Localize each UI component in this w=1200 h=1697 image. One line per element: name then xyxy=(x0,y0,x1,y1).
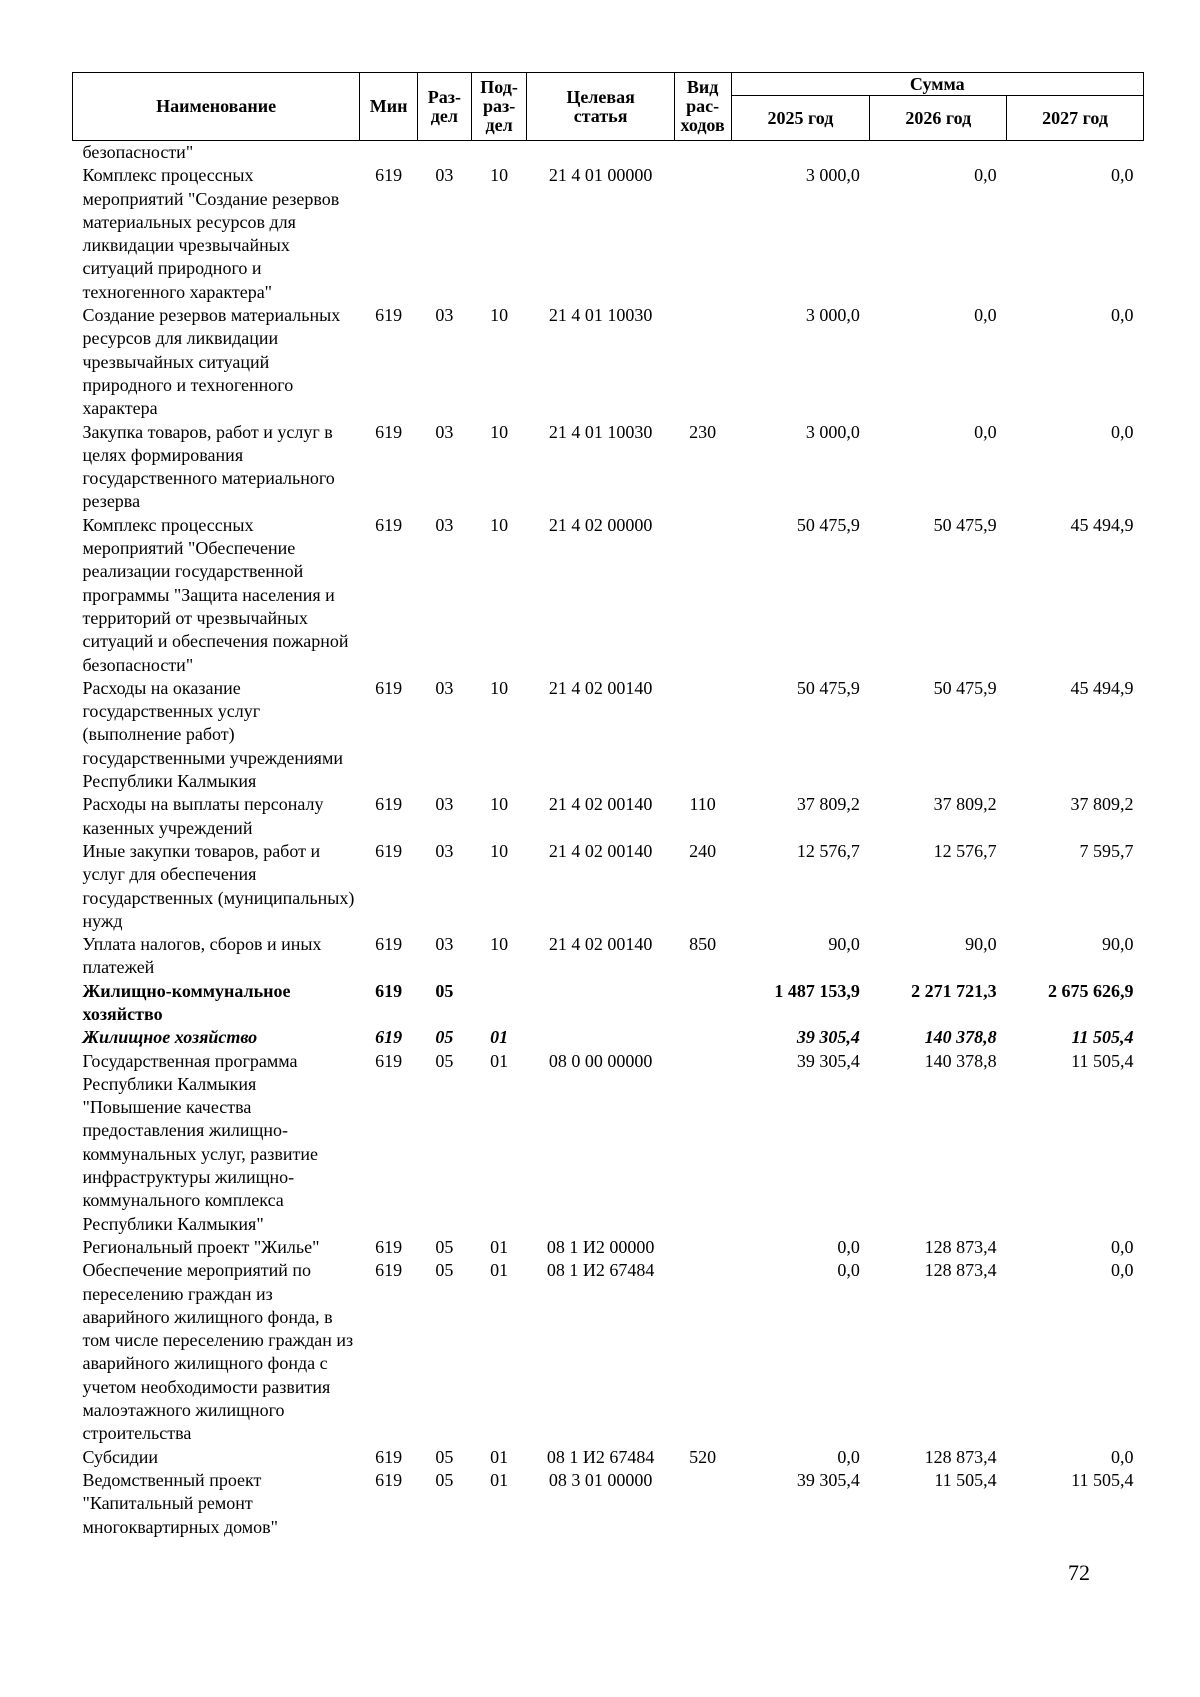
cell-sum-2027: 90,0 xyxy=(1102,934,1134,955)
cell-razdel: 05 xyxy=(435,1469,454,1490)
cell-sum-2025: 1 487 153,9 xyxy=(774,980,860,1001)
table-row xyxy=(73,1469,1144,1539)
cell-vid-rashodov: 850 xyxy=(689,934,717,955)
cell-sum-2025: 0,0 xyxy=(837,1446,860,1467)
cell-name: Иные закупки товаров, работ и услуг для обеспечения государственных (муниципальных) нужд xyxy=(82,840,355,931)
cell-sum-2026: 140 378,8 xyxy=(924,1050,997,1071)
cell-celevaya-statya: 08 0 00 00000 xyxy=(548,1050,653,1071)
cell-sum-2027 xyxy=(1007,141,1144,165)
cell-sum-2026: 128 873,4 xyxy=(924,1260,997,1281)
cell-sum-2027: 11 505,4 xyxy=(1071,1027,1134,1048)
table-row xyxy=(73,164,1144,304)
cell-sum-2027: 7 595,7 xyxy=(1079,840,1134,861)
cell-razdel: 03 xyxy=(435,165,454,186)
cell-razdel: 03 xyxy=(435,794,454,815)
cell-sum-2025: 3 000,0 xyxy=(805,165,860,186)
cell-min: 619 xyxy=(375,840,403,861)
cell-vid-rashodov xyxy=(674,980,731,1027)
table-row xyxy=(73,1050,1144,1236)
cell-razdel: 05 xyxy=(435,1236,454,1257)
header-year-2025: 2025 год xyxy=(731,96,870,141)
cell-celevaya-statya xyxy=(527,141,674,165)
cell-sum-2027: 11 505,4 xyxy=(1071,1050,1134,1071)
cell-podrazdel: 10 xyxy=(490,677,509,698)
cell-min: 619 xyxy=(375,1260,403,1281)
table-row xyxy=(73,141,1144,165)
document-page xyxy=(72,72,1144,1539)
header-celevaya-statya: Целевая статья xyxy=(527,73,674,141)
cell-celevaya-statya: 21 4 02 00140 xyxy=(548,677,653,698)
cell-min: 619 xyxy=(375,514,403,535)
table-row xyxy=(73,933,1144,980)
cell-min: 619 xyxy=(375,1469,403,1490)
cell-sum-2025: 39 305,4 xyxy=(796,1027,860,1048)
cell-name: безопасности" xyxy=(82,142,194,162)
cell-min: 619 xyxy=(375,980,403,1001)
table-row xyxy=(73,304,1144,420)
cell-celevaya-statya: 08 1 И2 67484 xyxy=(546,1260,655,1281)
cell-podrazdel: 10 xyxy=(490,794,509,815)
cell-celevaya-statya: 08 1 И2 67484 xyxy=(546,1446,655,1467)
cell-podrazdel: 10 xyxy=(490,421,509,442)
cell-razdel: 05 xyxy=(435,1050,454,1071)
table-row xyxy=(73,1026,1144,1049)
cell-podrazdel: 01 xyxy=(490,1469,509,1490)
cell-sum-2026: 50 475,9 xyxy=(933,514,997,535)
cell-sum-2026: 128 873,4 xyxy=(924,1236,997,1257)
table-row xyxy=(73,840,1144,933)
cell-vid-rashodov xyxy=(674,1469,731,1539)
cell-sum-2026: 0,0 xyxy=(974,305,997,326)
cell-min: 619 xyxy=(375,1027,403,1048)
cell-min: 619 xyxy=(375,1446,403,1467)
cell-min: 619 xyxy=(375,165,403,186)
cell-name: Обеспечение мероприятий по переселению граждан из аварийного жилищного фонда, в том числе переселению граждан из аварийного жилищного фонда с учетом необходимости развития малоэтажного жилищного строительства xyxy=(82,1260,354,1444)
cell-podrazdel: 10 xyxy=(490,514,509,535)
cell-razdel: 03 xyxy=(435,305,454,326)
table-row xyxy=(73,1236,1144,1259)
cell-sum-2025: 0,0 xyxy=(837,1236,860,1257)
cell-celevaya-statya: 21 4 02 00140 xyxy=(548,934,653,955)
cell-sum-2027: 0,0 xyxy=(1111,1236,1134,1257)
cell-sum-2025: 3 000,0 xyxy=(805,305,860,326)
header-min: Мин xyxy=(360,73,418,141)
cell-sum-2025 xyxy=(731,141,870,165)
header-podrazdel: Под- раз- дел xyxy=(471,73,527,141)
header-razdel: Раз- дел xyxy=(418,73,472,141)
cell-vid-rashodov: 110 xyxy=(689,794,716,815)
cell-sum-2025: 0,0 xyxy=(837,1260,860,1281)
cell-min: 619 xyxy=(375,1050,403,1071)
cell-sum-2026: 0,0 xyxy=(974,165,997,186)
cell-sum-2025: 12 576,7 xyxy=(796,840,860,861)
cell-podrazdel: 01 xyxy=(490,1446,509,1467)
cell-sum-2027: 0,0 xyxy=(1111,165,1134,186)
cell-min: 619 xyxy=(375,934,403,955)
cell-sum-2026: 90,0 xyxy=(965,934,997,955)
table-row xyxy=(73,677,1144,793)
cell-sum-2025: 37 809,2 xyxy=(796,794,860,815)
cell-sum-2026: 2 271 721,3 xyxy=(911,980,997,1001)
cell-sum-2025: 50 475,9 xyxy=(796,677,860,698)
cell-sum-2027: 2 675 626,9 xyxy=(1048,980,1134,1001)
cell-razdel: 03 xyxy=(435,677,454,698)
cell-min: 619 xyxy=(375,421,403,442)
cell-sum-2027: 11 505,4 xyxy=(1071,1469,1134,1490)
cell-vid-rashodov xyxy=(674,1259,731,1445)
cell-podrazdel: 10 xyxy=(490,305,509,326)
table-row xyxy=(73,514,1144,677)
header-vid-rashodov: Вид рас- ходов xyxy=(674,73,731,141)
cell-sum-2027: 0,0 xyxy=(1111,421,1134,442)
cell-sum-2025: 3 000,0 xyxy=(805,421,860,442)
cell-celevaya-statya: 21 4 02 00140 xyxy=(548,794,653,815)
cell-min: 619 xyxy=(375,305,403,326)
cell-razdel: 05 xyxy=(435,1260,454,1281)
cell-celevaya-statya: 08 3 01 00000 xyxy=(548,1469,653,1490)
header-year-2027: 2027 год xyxy=(1007,96,1144,141)
table-row xyxy=(73,1446,1144,1469)
cell-podrazdel: 10 xyxy=(490,165,509,186)
cell-name: Комплекс процессных мероприятий "Создание резервов материальных ресурсов для ликвидации чрезвычайных ситуаций природного и техногенного характера" xyxy=(82,165,340,302)
cell-min: 619 xyxy=(375,1236,403,1257)
cell-celevaya-statya: 21 4 01 10030 xyxy=(548,421,653,442)
cell-vid-rashodov xyxy=(674,1026,731,1049)
cell-razdel: 05 xyxy=(435,1446,454,1467)
cell-sum-2026: 128 873,4 xyxy=(924,1446,997,1467)
cell-razdel xyxy=(418,141,472,165)
cell-sum-2026: 50 475,9 xyxy=(933,677,997,698)
cell-name: Расходы на оказание государственных услуг (выполнение работ) государственными учреждениями Республики Калмыкия xyxy=(82,677,343,792)
table-header xyxy=(73,73,1144,141)
cell-celevaya-statya xyxy=(527,1026,674,1049)
cell-sum-2027: 37 809,2 xyxy=(1070,794,1134,815)
cell-podrazdel: 01 xyxy=(490,1050,509,1071)
cell-min xyxy=(360,141,418,165)
table-body xyxy=(73,141,1144,1539)
cell-sum-2027: 45 494,9 xyxy=(1070,677,1134,698)
cell-celevaya-statya: 08 1 И2 00000 xyxy=(546,1236,655,1257)
cell-sum-2025: 39 305,4 xyxy=(796,1469,860,1490)
table-row xyxy=(73,793,1144,840)
cell-podrazdel: 10 xyxy=(490,840,509,861)
cell-sum-2025: 90,0 xyxy=(828,934,860,955)
cell-podrazdel: 01 xyxy=(490,1236,509,1257)
cell-sum-2026: 0,0 xyxy=(974,421,997,442)
cell-celevaya-statya: 21 4 02 00140 xyxy=(548,840,653,861)
cell-razdel: 03 xyxy=(435,514,454,535)
cell-sum-2026: 140 378,8 xyxy=(924,1027,997,1048)
cell-sum-2026: 12 576,7 xyxy=(933,840,997,861)
cell-sum-2027: 45 494,9 xyxy=(1070,514,1134,535)
header-year-2026: 2026 год xyxy=(870,96,1007,141)
cell-podrazdel xyxy=(471,980,527,1027)
cell-name: Закупка товаров, работ и услуг в целях формирования государственного материального резерва xyxy=(82,421,335,512)
cell-celevaya-statya xyxy=(527,980,674,1027)
cell-vid-rashodov xyxy=(674,1236,731,1259)
cell-name: Субсидии xyxy=(82,1446,159,1467)
page-number: 72 xyxy=(1068,1560,1090,1585)
cell-vid-rashodov xyxy=(674,1050,731,1236)
cell-razdel: 03 xyxy=(435,934,454,955)
cell-sum-2026: 11 505,4 xyxy=(934,1469,997,1490)
cell-podrazdel: 01 xyxy=(490,1260,509,1281)
cell-podrazdel: 01 xyxy=(490,1027,509,1048)
cell-razdel: 03 xyxy=(435,840,454,861)
cell-razdel: 03 xyxy=(435,421,454,442)
table-row xyxy=(73,421,1144,514)
budget-table xyxy=(72,72,1144,1539)
header-name: Наименование xyxy=(73,73,360,141)
cell-celevaya-statya: 21 4 02 00000 xyxy=(548,514,653,535)
cell-vid-rashodov xyxy=(674,514,731,677)
cell-vid-rashodov xyxy=(674,304,731,420)
cell-name: Расходы на выплаты персоналу казенных учреждений xyxy=(82,794,324,838)
cell-razdel: 05 xyxy=(435,1027,454,1048)
cell-name: Жилищно-коммунальное хозяйство xyxy=(82,980,291,1024)
cell-name: Комплекс процессных мероприятий "Обеспечение реализации государственной программы "Защита населения и территорий от чрезвычайных ситуаций и обеспечения пожарной безопасности" xyxy=(82,514,349,675)
cell-vid-rashodov xyxy=(674,677,731,793)
cell-sum-2027: 0,0 xyxy=(1111,1446,1134,1467)
cell-name: Уплата налогов, сборов и иных платежей xyxy=(82,934,322,978)
cell-min: 619 xyxy=(375,677,403,698)
cell-sum-2025: 50 475,9 xyxy=(796,514,860,535)
cell-vid-rashodov xyxy=(674,141,731,165)
cell-sum-2025: 39 305,4 xyxy=(796,1050,860,1071)
cell-sum-2026 xyxy=(870,141,1007,165)
cell-name: Создание резервов материальных ресурсов для ликвидации чрезвычайных ситуаций природного и техногенного характера xyxy=(82,305,341,419)
cell-vid-rashodov xyxy=(674,164,731,304)
cell-min: 619 xyxy=(375,794,403,815)
cell-celevaya-statya: 21 4 01 00000 xyxy=(548,165,653,186)
cell-vid-rashodov: 520 xyxy=(689,1446,717,1467)
cell-vid-rashodov: 240 xyxy=(689,840,717,861)
cell-razdel: 05 xyxy=(435,980,454,1001)
cell-name: Региональный проект "Жилье" xyxy=(82,1236,320,1257)
cell-name: Жилищное хозяйство xyxy=(82,1027,258,1048)
cell-sum-2027: 0,0 xyxy=(1111,1260,1134,1281)
table-row xyxy=(73,1259,1144,1445)
cell-podrazdel xyxy=(471,141,527,165)
cell-celevaya-statya: 21 4 01 10030 xyxy=(548,305,653,326)
cell-name: Государственная программа Республики Калмыкия "Повышение качества предоставления жилищно-коммунальных услуг, развитие инфраструктуры жилищно-коммунального комплекса Республики Калмыкия" xyxy=(82,1050,319,1234)
header-summa: Сумма xyxy=(731,73,1143,96)
cell-name: Ведомственный проект "Капитальный ремонт многоквартирных домов" xyxy=(82,1469,278,1537)
cell-sum-2027: 0,0 xyxy=(1111,305,1134,326)
cell-vid-rashodov: 230 xyxy=(689,421,717,442)
table-row xyxy=(73,980,1144,1027)
cell-sum-2026: 37 809,2 xyxy=(933,794,997,815)
cell-podrazdel: 10 xyxy=(490,934,509,955)
